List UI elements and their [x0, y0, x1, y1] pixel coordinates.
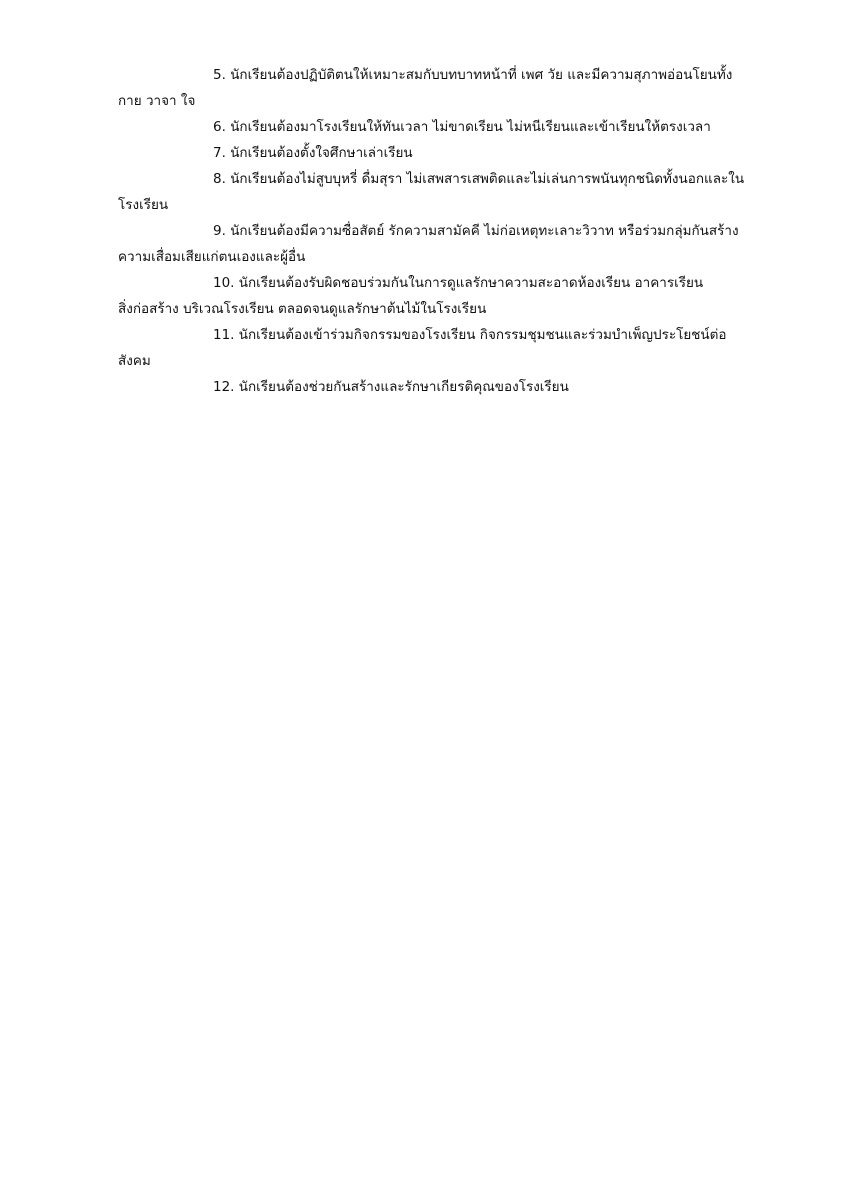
rule-text: นักเรียนต้องมีความซื่อสัตย์ รักความสามัคคี ไม่ก่อเหตุทะเลาะวิวาท หรือร่วมกลุ่มกันสร้าง — [230, 223, 739, 239]
rule-number: 12. — [213, 379, 235, 395]
rule-item-12 — [118, 374, 768, 400]
rule-text: นักเรียนต้องเข้าร่วมกิจกรรมของโรงเรียน กิจกรรมชุมชนและร่วมบำเพ็ญประโยชน์ต่อ — [238, 327, 727, 343]
rule-number: 5. — [213, 67, 226, 83]
rule-text: นักเรียนต้องปฏิบัติตนให้เหมาะสมกับบทบาทหน้าที่ เพศ วัย และมีความสุภาพอ่อนโยนทั้ง — [230, 67, 733, 83]
rule-text: นักเรียนต้องช่วยกันสร้างและรักษาเกียรติคุณของโรงเรียน — [238, 379, 569, 395]
rule-number: 10. — [213, 275, 235, 291]
rule-number: 7. — [213, 145, 226, 161]
rules-list — [118, 62, 768, 400]
rule-number: 8. — [213, 171, 226, 187]
rule-item-11 — [118, 322, 768, 374]
rule-text: นักเรียนต้องรับผิดชอบร่วมกันในการดูแลรักษาความสะอาดห้องเรียน อาคารเรียน — [238, 275, 704, 291]
rule-text-continued: สังคม — [118, 353, 151, 369]
rule-text-continued: สิ่งก่อสร้าง บริเวณโรงเรียน ตลอดจนดูแลรักษาต้นไม้ในโรงเรียน — [118, 301, 487, 317]
rule-text: นักเรียนต้องมาโรงเรียนให้ทันเวลา ไม่ขาดเรียน ไม่หนีเรียนและเข้าเรียนให้ตรงเวลา — [230, 119, 711, 135]
rule-number: 9. — [213, 223, 226, 239]
rule-number: 6. — [213, 119, 226, 135]
rule-item-7 — [118, 140, 768, 166]
rule-text: นักเรียนต้องไม่สูบบุหรี่ ดื่มสุรา ไม่เสพสารเสพติดและไม่เล่นการพนันทุกชนิดทั้งนอกและใน — [230, 171, 745, 187]
rule-item-8 — [118, 166, 768, 218]
rule-item-9 — [118, 218, 768, 270]
rule-text: นักเรียนต้องตั้งใจศึกษาเล่าเรียน — [230, 145, 413, 161]
rule-item-6 — [118, 114, 768, 140]
rule-text-continued: กาย วาจา ใจ — [118, 93, 196, 109]
rule-number: 11. — [213, 327, 235, 343]
rule-item-5 — [118, 62, 768, 114]
rule-text-continued: โรงเรียน — [118, 197, 169, 213]
rule-text-continued: ความเสื่อมเสียแก่ตนเองและผู้อื่น — [118, 249, 306, 265]
rule-item-10 — [118, 270, 768, 322]
